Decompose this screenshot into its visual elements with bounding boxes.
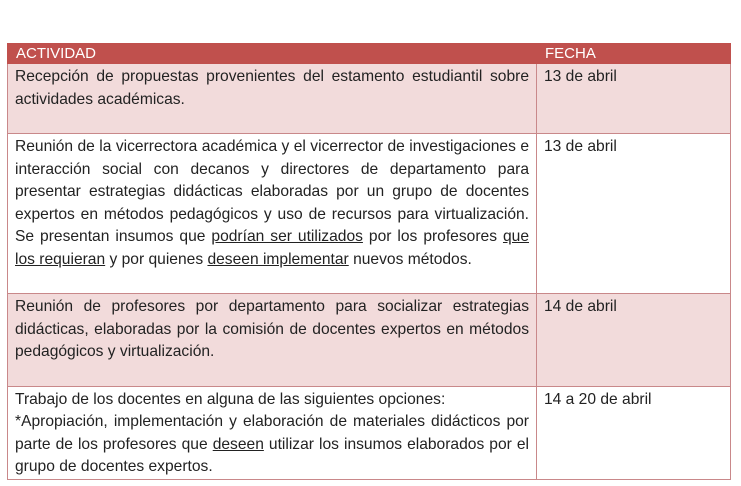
activity-text: nuevos métodos. (348, 250, 472, 268)
cell-spacer (15, 111, 529, 133)
underlined-text: que los requieran (15, 228, 529, 268)
activity-cell (8, 386, 537, 479)
activity-text: Reunión de la vicerrectora académica y el vicerrector de investigaciones e interacción social con decanos y directores de departamento para presentar estrategias didácticas elaboradas por un grupo de docentes expertos en métodos pedagógicos y uso de recursos para virtualización. Se presentan insumos que (15, 138, 529, 245)
date-cell: 14 a 20 de abril (537, 386, 731, 479)
table-row (8, 386, 731, 479)
table-row (8, 64, 731, 134)
activity-text: *Apropiación, implementación y elaboración de materiales didácticos por parte de los profesores que (15, 413, 529, 453)
underlined-text: deseen implementar (207, 250, 349, 268)
date-cell: 13 de abril (537, 134, 731, 294)
activity-schedule (7, 43, 730, 480)
header-activity: ACTIVIDAD (8, 44, 537, 64)
table-row (8, 294, 731, 387)
activity-cell (8, 294, 537, 387)
activity-text: Trabajo de los docentes en alguna de las siguientes opciones: (15, 390, 446, 408)
underlined-text: podrían ser utilizados (211, 228, 363, 245)
date-cell: 13 de abril (537, 64, 731, 134)
cell-spacer (15, 271, 529, 293)
header-date: FECHA (537, 44, 731, 64)
activity-text: Reunión de profesores por departamento para socializar estrategias didácticas, elaboradas por la comisión de docentes expertos en métodos pedagógicos y virtualización. (15, 298, 529, 360)
activity-cell (8, 134, 537, 294)
cell-spacer (15, 364, 529, 386)
activity-cell (8, 64, 537, 134)
table-row (8, 134, 731, 294)
header-row (8, 44, 731, 64)
underlined-text: deseen (212, 435, 264, 453)
activity-text: y por quienes (105, 250, 208, 268)
schedule-table (7, 43, 731, 480)
activity-text: utilizar los insumos elaborados por el grupo de docentes expertos. (15, 435, 529, 475)
activity-text: por los profesores (362, 228, 503, 245)
activity-text: Recepción de propuestas provenientes del estamento estudiantil sobre actividades académicas. (15, 68, 529, 108)
date-cell: 14 de abril (537, 294, 731, 387)
